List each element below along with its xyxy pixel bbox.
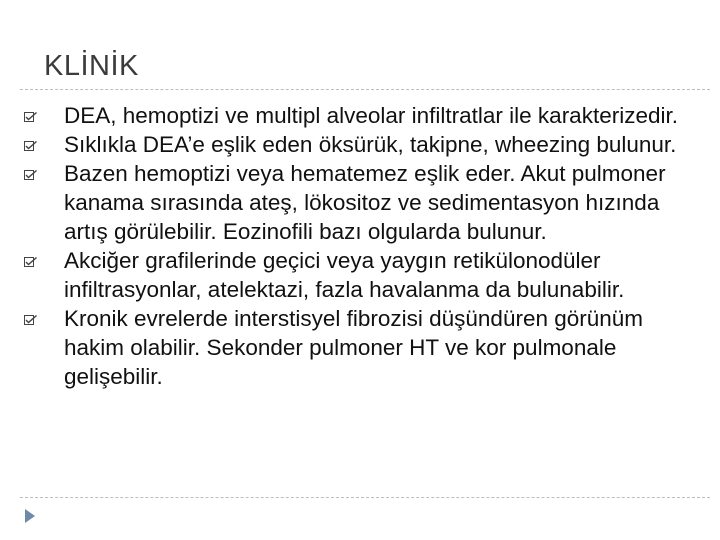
bullet-text: Kronik evrelerde interstisyel fibrozisi düşündüren görünüm hakim olabilir. Sekonder pulmoner HT ve kor pulmonale gelişebilir. <box>64 306 644 389</box>
bullet-item <box>24 304 694 391</box>
bullet-item <box>24 159 694 246</box>
checkbox-bullet-icon <box>24 112 38 122</box>
bullet-text: Akciğer grafilerinde geçici veya yaygın retikülonodüler infiltrasyonlar, atelektazi, fazla havalanma da bulunabilir. <box>64 248 625 302</box>
footer-divider <box>20 497 710 498</box>
bullet-text: Sıklıkla DEA’e eşlik eden öksürük, takipne, wheezing bulunur. <box>64 132 677 157</box>
play-arrow-icon[interactable] <box>24 508 36 524</box>
checkbox-bullet-icon <box>24 170 38 180</box>
bullet-item <box>24 130 694 159</box>
checkbox-bullet-icon <box>24 315 38 325</box>
title-divider <box>20 89 710 90</box>
bullet-item <box>24 246 694 304</box>
bullet-item <box>24 101 694 130</box>
slide-title: KLİNİK <box>44 50 139 82</box>
checkbox-bullet-icon <box>24 257 38 267</box>
bullet-text: Bazen hemoptizi veya hematemez eşlik eder. Akut pulmoner kanama sırasında ateş, lökositoz ve sedimentasyon hızında artış görülebilir. Eozinofili bazı olgularda bulunur. <box>64 161 666 244</box>
checkbox-bullet-icon <box>24 141 38 151</box>
bullet-text: DEA, hemoptizi ve multipl alveolar infiltratlar ile karakterizedir. <box>64 103 678 128</box>
bullet-list <box>24 101 694 391</box>
